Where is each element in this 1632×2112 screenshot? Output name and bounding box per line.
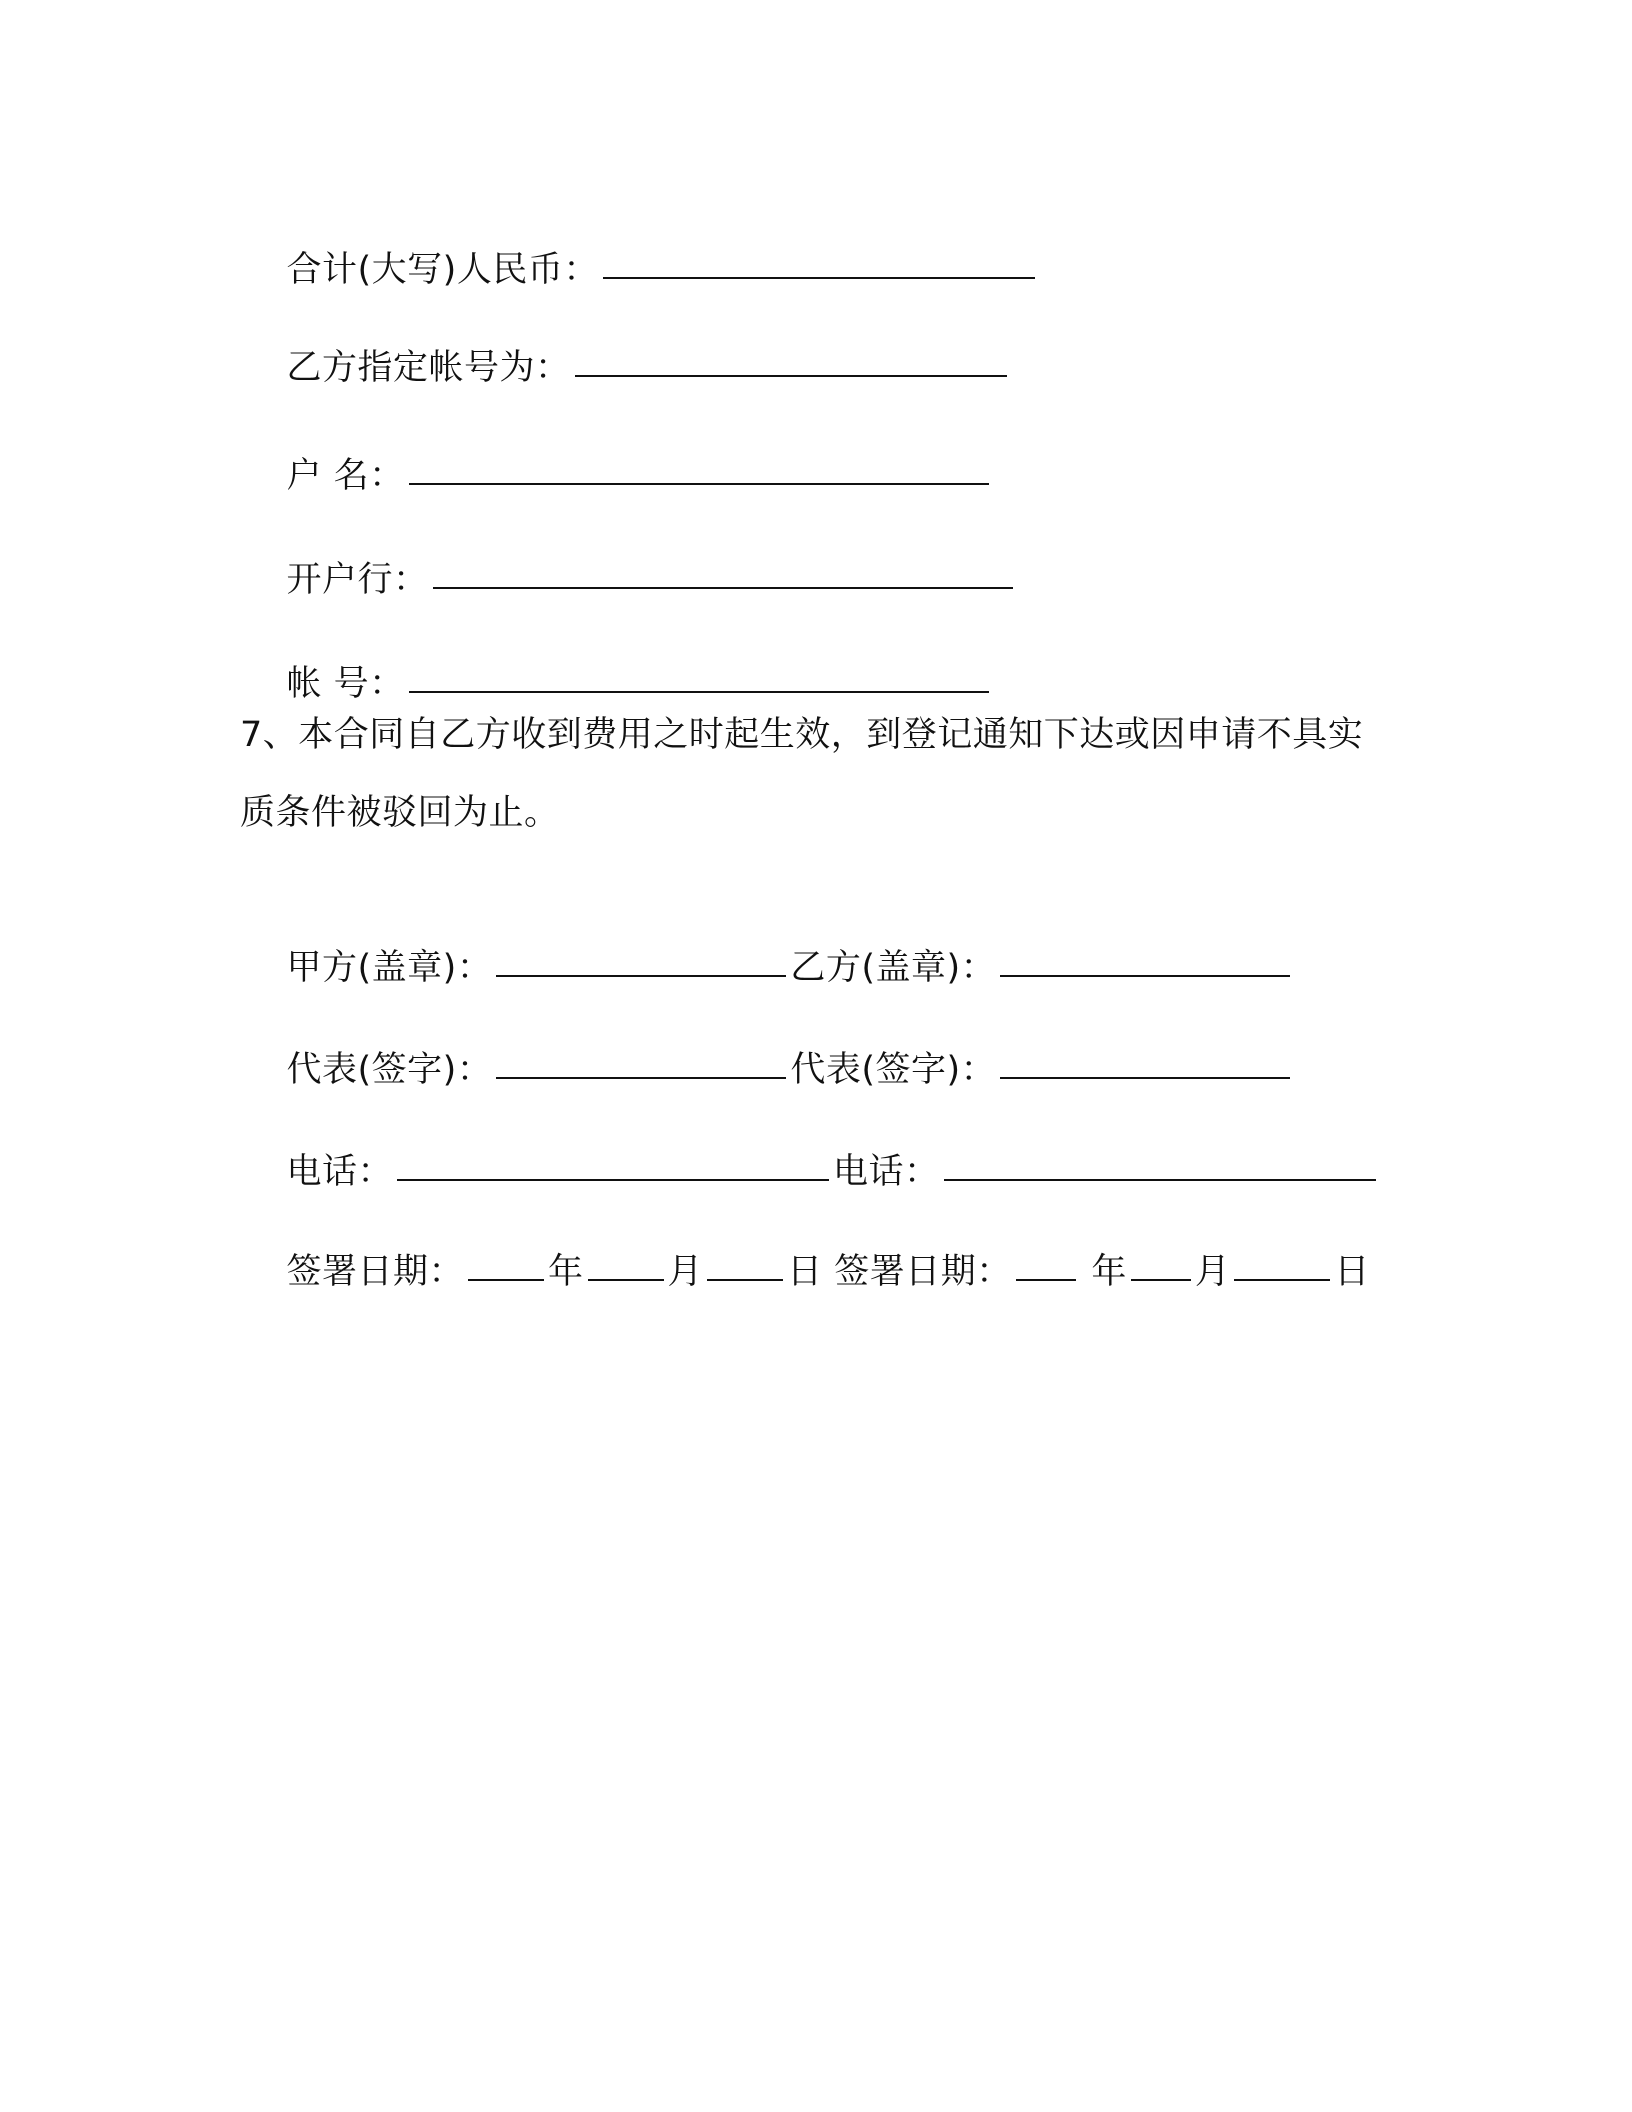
date-a-year-blank: [468, 1279, 544, 1281]
date-b-month-label: 月: [1194, 1252, 1231, 1292]
bank-blank: [433, 587, 1013, 589]
party-a-seal-blank: [496, 975, 786, 977]
clause-7: 7、本合同自乙方收到费用之时起生效，到登记通知下达或因申请不具实质条件被驳回为止。: [240, 715, 1364, 833]
date-b-year-blank: [1016, 1279, 1076, 1281]
party-b-seal-blank: [1000, 975, 1290, 977]
rep-a-label: 代表(签字)：: [286, 1050, 493, 1090]
date-a-month-blank: [588, 1279, 664, 1281]
party-b-seal-label: 乙方(盖章)：: [790, 948, 997, 988]
party-a-seal-label: 甲方(盖章)：: [286, 948, 493, 988]
date-a-day-label: 日: [787, 1252, 823, 1292]
total-amount-label: 合计(大写)人民币：: [286, 250, 599, 290]
account-name-blank: [409, 483, 989, 485]
total-amount-blank: [603, 277, 1035, 279]
date-row: [240, 1200, 1370, 1344]
date-b-label: 签署日期：: [834, 1252, 1012, 1292]
phone-b-blank: [944, 1179, 1376, 1181]
rep-b-blank: [1000, 1077, 1290, 1079]
account-intro-blank: [575, 375, 1007, 377]
phone-b-label: 电话：: [833, 1152, 940, 1192]
date-a-day-blank: [707, 1279, 783, 1281]
phone-a-blank: [397, 1179, 829, 1181]
account-intro-label: 乙方指定帐号为：: [286, 348, 571, 388]
bank-label: 开户行：: [286, 560, 429, 600]
date-a-year-label: 年: [548, 1252, 584, 1292]
date-b-month-blank: [1131, 1279, 1191, 1281]
rep-a-blank: [496, 1077, 786, 1079]
phone-a-label: 电话：: [286, 1152, 394, 1192]
account-no-label: 帐 号：: [286, 664, 405, 704]
date-b-day-label: 日: [1334, 1252, 1370, 1292]
account-no-blank: [409, 691, 989, 693]
date-b-day-blank: [1234, 1279, 1330, 1281]
date-b-year-label: 年: [1091, 1252, 1127, 1292]
date-a-label: 签署日期：: [286, 1252, 465, 1292]
account-name-label: 户 名：: [286, 456, 405, 496]
date-a-month-label: 月: [667, 1252, 704, 1292]
rep-b-label: 代表(签字)：: [790, 1050, 997, 1090]
